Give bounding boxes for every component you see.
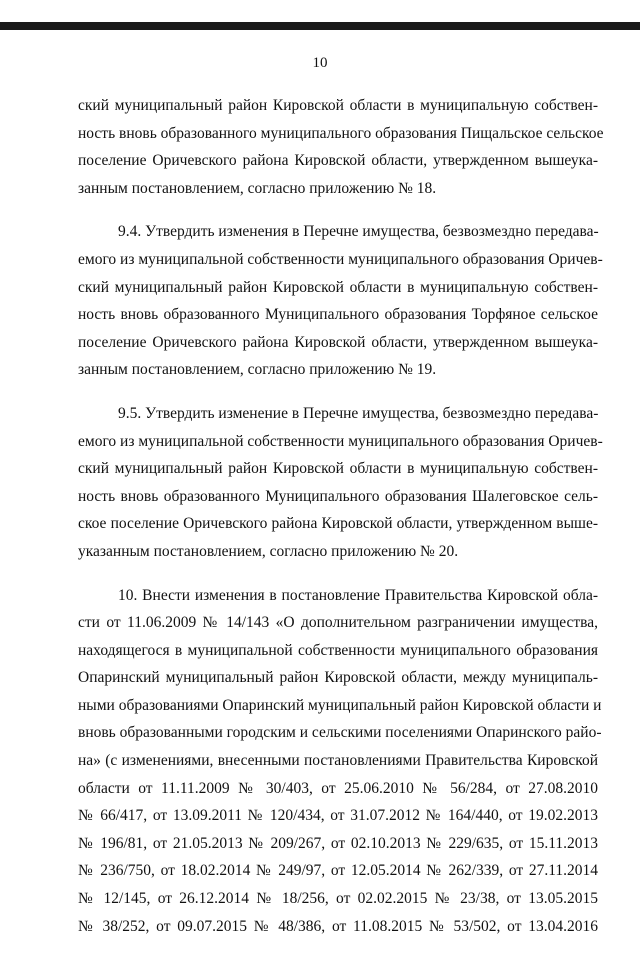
text-line: № 38/252, от 09.07.2015 № 48/386, от 11.08.2015 № 53/502, от 13.04.2016 [78,917,598,935]
text-line: емого из муниципальной собственности муниципального образования Оричев- [78,250,603,268]
text-line: ский муниципальный район Кировской области в муниципальную собствен- [78,460,598,478]
paragraph-9-5 [78,400,603,566]
text-line: поселение Оричевского района Кировской области, утвержденном вышеука- [78,333,598,351]
text-line: ский муниципальный район Кировской области в муниципальную собствен- [78,278,598,296]
text-line: № 66/417, от 13.09.2011 № 120/434, от 31.07.2012 № 164/440, от 19.02.2013 [78,807,598,825]
text-line: № 12/145, от 26.12.2014 № 18/256, от 02.02.2015 № 23/38, от 13.05.2015 [78,890,598,908]
page-number: 10 [312,55,328,71]
text-line: поселение Оричевского района Кировской области, утвержденном вышеука- [78,152,598,170]
text-line: 10. Внести изменения в постановление Правительства Кировской обла- [118,586,598,604]
text-line: находящегося в муниципальной собственности муниципального образования [78,641,598,659]
text-line: Опаринский муниципальный район Кировской области, между муниципаль- [78,669,598,687]
paragraph-continuation [78,92,604,202]
text-line: ность вновь образованного Муниципального образования Шалеговское сель- [78,487,598,505]
text-line: вновь образованными городским и сельскими поселениями Опаринского райо- [78,724,602,742]
text-line: указанным постановлением, согласно приложению № 20. [78,542,459,560]
text-line: занным постановлением, согласно приложению № 19. [78,361,437,379]
text-line: ность вновь образованного муниципального образования Пищальское сельское [78,124,604,142]
text-line: ность вновь образованного Муниципального образования Торфяное сельское [78,306,598,324]
text-line: ными образованиями Опаринский муниципальный район Кировской области и [78,696,602,714]
document-body [78,92,604,956]
text-line: ское поселение Оричевского района Кировской области, утвержденном выше- [78,515,598,533]
text-line: области от 11.11.2009 № 30/403, от 25.06.2010 № 56/284, от 27.08.2010 [78,779,598,797]
text-line: № 196/81, от 21.05.2013 № 209/267, от 02.10.2013 № 229/635, от 15.11.2013 [78,834,598,852]
text-line: занным постановлением, согласно приложению № 18. [78,179,437,197]
text-line: на» (с изменениями, внесенными постановлениями Правительства Кировской [78,752,598,770]
text-line: 9.4. Утвердить изменения в Перечне имущества, безвозмездно передава- [118,223,599,241]
text-line: 9.5. Утвердить изменение в Перечне имущества, безвозмездно передава- [118,404,599,422]
text-line: ский муниципальный район Кировской области в муниципальную собствен- [78,97,598,114]
text-line: № 236/750, от 18.02.2014 № 249/97, от 12.05.2014 № 262/339, от 27.11.2014 [78,862,598,880]
top-rule [0,22,640,30]
text-line: емого из муниципальной собственности муниципального образования Оричев- [78,432,603,450]
paragraph-9-4 [78,218,603,384]
text-line: сти от 11.06.2009 № 14/143 «О дополнительном разграничении имущества, [78,614,598,632]
paragraph-10 [78,582,602,941]
